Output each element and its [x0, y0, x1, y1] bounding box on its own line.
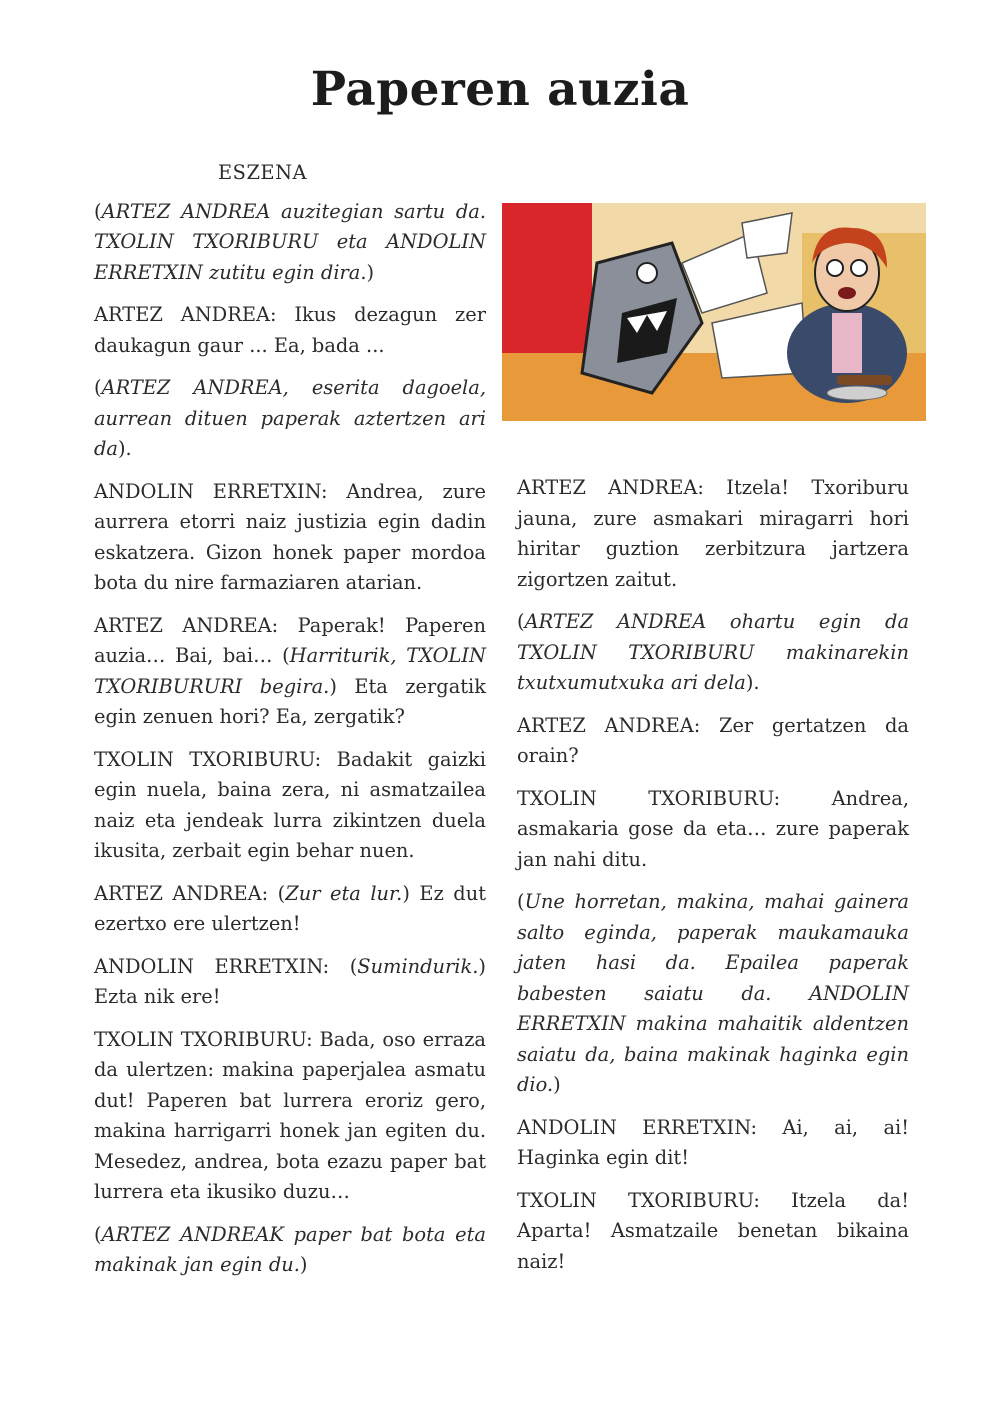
dialogue-text: ) Ez dut ezertxo ere ulertzen!: [94, 881, 486, 935]
stage-direction-text: Une horretan, makina, mahai gainera salto eginda, paperak maukamauka jaten hasi da. Epailea paperak babesten saiatu da. ANDOLIN ERRETXIN makina mahaitik aldentzen saiatu da, baina makinak haginka egin dio.: [517, 890, 909, 1096]
stage-direction-text: ARTEZ ANDREAK paper bat bota eta makinak jan egin du.: [94, 1222, 486, 1276]
illustration-machine-eye: [637, 263, 657, 283]
page-title: Paperen auzia: [310, 62, 690, 117]
dialogue-line: TXOLIN TXORIBURU: Andrea, asmakaria gose da eta… zure paperak jan nahi ditu.: [517, 786, 909, 871]
left-column: [94, 158, 486, 1293]
stage-direction-text: Harriturik, TXOLIN TXORIBURURI begira: [94, 644, 486, 698]
dialogue-line: [94, 879, 486, 940]
right-column: [517, 473, 909, 1289]
illustration-judge-glasses: [851, 260, 867, 276]
stage-direction: (Une horretan, makina, mahai gainera salto eginda, paperak maukamauka jaten hasi da. Epailea paperak babesten saiatu da. ANDOLIN ERRETXIN makina mahaitik aldentzen saiatu da, baina makinak haginka egin dio.): [517, 890, 909, 1096]
stage-direction: (ARTEZ ANDREAK paper bat bota eta makinak jan egin du.): [94, 1222, 486, 1276]
illustration-judge-glasses: [827, 260, 843, 276]
dialogue-line: [94, 611, 486, 733]
illustration-gavel: [837, 375, 892, 385]
illustration-judge-blouse: [832, 313, 862, 373]
stage-direction-text: ARTEZ ANDREA, eserita dagoela, aurrean dituen paperak aztertzen ari da: [94, 376, 486, 460]
stage-direction-text: Zur eta lur.: [285, 881, 403, 905]
dialogue-text: ARTEZ ANDREA: Paperak! Paperen auzia… Bai, bai… (: [94, 613, 486, 667]
dialogue-line: ARTEZ ANDREA: Ikus dezagun zer daukagun gaur ... Ea, bada ...: [94, 303, 486, 357]
stage-direction-text: Sumindurik.: [357, 954, 479, 978]
stage-direction: (ARTEZ ANDREA auzitegian sartu da. TXOLIN TXORIBURU eta ANDOLIN ERRETXIN zutitu egin dira.): [94, 199, 486, 284]
courtroom-cartoon-illustration: [502, 203, 926, 421]
dialogue-line: [94, 952, 486, 1013]
dialogue-line: ANDOLIN ERRETXIN: Ai, ai, ai! Haginka egin dit!: [517, 1115, 909, 1169]
dialogue-line: TXOLIN TXORIBURU: Badakit gaizki egin nuela, baina zera, ni asmatzailea naiz eta jendeak lurra zikintzen duela ikusita, zerbait egin behar nuen.: [94, 747, 486, 862]
illustration-gavel-base: [827, 386, 887, 400]
stage-direction: (ARTEZ ANDREA, eserita dagoela, aurrean dituen paperak aztertzen ari da).: [94, 376, 486, 460]
dialogue-line: ARTEZ ANDREA: Zer gertatzen da orain?: [517, 713, 909, 767]
dialogue-text: ARTEZ ANDREA: (: [94, 881, 286, 905]
dialogue-text: ANDOLIN ERRETXIN: (: [94, 954, 358, 978]
dialogue-line: ARTEZ ANDREA: Itzela! Txoriburu jauna, zure asmakari miragarri hori hiritar guztion zerbitzura jartzera zigortzen zaitut.: [517, 476, 909, 591]
dialogue-line: ANDOLIN ERRETXIN: Andrea, zure aurrera etorri naiz justizia egin dadin eskatzera. Gizon honek paper mordoa bota du nire farmaziaren atarian.: [94, 479, 486, 594]
dialogue-text: ) Ezta nik ere!: [94, 954, 486, 1008]
stage-direction-text: ARTEZ ANDREA ohartu egin da TXOLIN TXORIBURU makinarekin txutxumutxuka ari dela: [517, 610, 909, 694]
dialogue-line: TXOLIN TXORIBURU: Bada, oso erraza da ulertzen: makina paperjalea asmatu dut! Paperen bat lurrera eroriz gero, makina harrigarri honek jan egiten du. Mesedez, andrea, bota ezazu paper bat lurrera eta ikusiko duzu…: [94, 1027, 486, 1203]
dialogue-line: TXOLIN TXORIBURU: Itzela da! Aparta! Asmatzaile benetan bikaina naiz!: [517, 1188, 909, 1273]
stage-direction-text: ARTEZ ANDREA auzitegian sartu da. TXOLIN TXORIBURU eta ANDOLIN ERRETXIN zutitu egin dira: [94, 199, 486, 284]
scene-heading: ESZENA: [218, 161, 308, 184]
dialogue-text: .) Eta zergatik egin zenuen hori? Ea, zergatik?: [94, 674, 487, 728]
illustration-judge-mouth: [838, 287, 856, 299]
stage-direction: (ARTEZ ANDREA ohartu egin da TXOLIN TXORIBURU makinarekin txutxumutxuka ari dela).: [517, 610, 909, 694]
